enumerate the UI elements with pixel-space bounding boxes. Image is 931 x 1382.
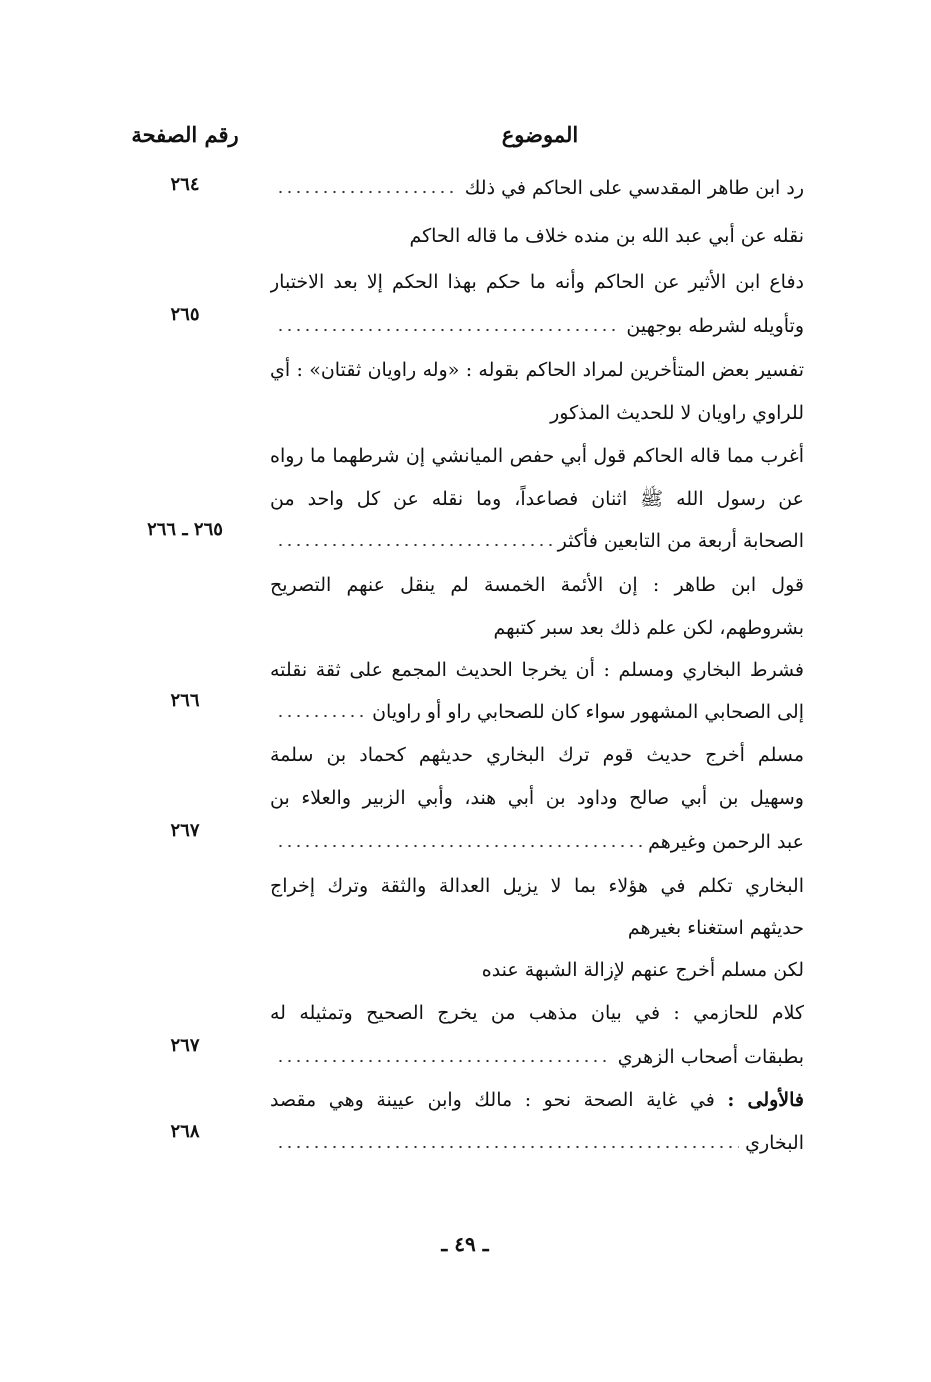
index-entry-line: عن رسول الله ﷺ اثنان فصاعداً، وما نقله عن كل واحد من (270, 488, 804, 510)
entry-text: حديثهم استغناء بغيرهم (627, 917, 804, 939)
entry-text: نقله عن أبي عبد الله بن منده خلاف ما قاله الحاكم (409, 225, 804, 247)
entry-text: للراوي راويان لا للحديث المذكور (550, 402, 804, 424)
index-entry-line: أغرب مما قاله الحاكم قول أبي حفص الميانشي إن شرطهما ما رواه (270, 445, 804, 467)
entry-text-rest: في غاية الصحة نحو : مالك وابن عيينة وهي مقصد (270, 1089, 715, 1111)
entry-page-number: ٢٦٤ (170, 174, 200, 195)
entry-text: بشروطهم، لكن علم ذلك بعد سبر كتبهم (493, 617, 804, 639)
entry-text: بطبقات أصحاب الزهري (617, 1046, 804, 1068)
index-entry-line: مسلم أخرج حديث قوم ترك البخاري حديثهم كحماد بن سلمة (270, 744, 804, 766)
entry-text (270, 1089, 804, 1111)
entry-page-number: ٢٦٥ ـ ٢٦٦ (147, 519, 223, 540)
entry-page-number: ٢٦٦ (170, 690, 200, 711)
page-footer-number: ـ ٤٩ ـ (441, 1232, 489, 1256)
entry-page-number: ٢٦٨ (170, 1121, 200, 1142)
entry-page-number: ٢٦٧ (170, 1035, 200, 1056)
leader-dots (276, 713, 366, 719)
leader-dots (276, 1144, 739, 1150)
entry-page-number: ٢٦٥ (170, 304, 200, 325)
index-entry-line (270, 519, 804, 563)
lead-word: فالأولى : (727, 1089, 804, 1111)
entry-text: رد ابن طاهر المقدسي على الحاكم في ذلك (464, 177, 804, 199)
index-entry-line: فشرط البخاري ومسلم : أن يخرجا الحديث المجمع على ثقة نقلته (270, 659, 804, 681)
index-entry-line (270, 304, 804, 348)
leader-dots (276, 843, 642, 849)
index-entry-line (270, 820, 804, 864)
entry-text: لكن مسلم أخرج عنهم لإزالة الشبهة عنده (481, 959, 804, 981)
index-entry-line (270, 606, 804, 650)
index-entry-line: قول ابن طاهر : إن الأئمة الخمسة لم ينقل عنهم التصريح (270, 574, 804, 596)
index-entry-line (270, 948, 804, 992)
index-entry-line: دفاع ابن الأثير عن الحاكم وأنه ما حكم بهذا الحكم إلا بعد الاختبار (270, 271, 804, 293)
index-entry-line (270, 214, 804, 258)
index-entry-line (270, 1121, 804, 1165)
index-entry-line (270, 1078, 804, 1122)
topic-column-header: الموضوع (501, 122, 579, 147)
entry-text: وتأويله لشرطه بوجهين (626, 315, 804, 337)
index-entry-line (270, 166, 804, 210)
entry-page-number: ٢٦٧ (170, 820, 200, 841)
index-entry-line (270, 391, 804, 435)
page-number-column-header: رقم الصفحة (131, 122, 239, 147)
index-entry-line: البخاري تكلم في هؤلاء بما لا يزيل العدالة والثقة وترك إخراج (270, 875, 804, 897)
index-entry-line: وسهيل بن أبي صالح وداود بن أبي هند، وأبي الزبير والعلاء بن (270, 787, 804, 809)
leader-dots (276, 189, 459, 195)
index-entry-line (270, 690, 804, 734)
index-entry-line: كلام للحازمي : في بيان مذهب من يخرج الصحيح وتمثيله له (270, 1002, 804, 1024)
leader-dots (276, 327, 620, 333)
entry-text: إلى الصحابي المشهور سواء كان للصحابي راو أو راويان (372, 701, 804, 723)
leader-dots (276, 1058, 612, 1064)
entry-text: عبد الرحمن وغيرهم (648, 831, 804, 853)
index-entry-line (270, 906, 804, 950)
leader-dots (276, 542, 552, 548)
entry-text: البخاري (745, 1132, 804, 1154)
entry-text: الصحابة أربعة من التابعين فأكثر (557, 530, 804, 552)
index-entry-line (270, 1035, 804, 1079)
index-entry-line: تفسير بعض المتأخرين لمراد الحاكم بقوله : «وله راويان ثقتان» : أي (270, 359, 804, 381)
